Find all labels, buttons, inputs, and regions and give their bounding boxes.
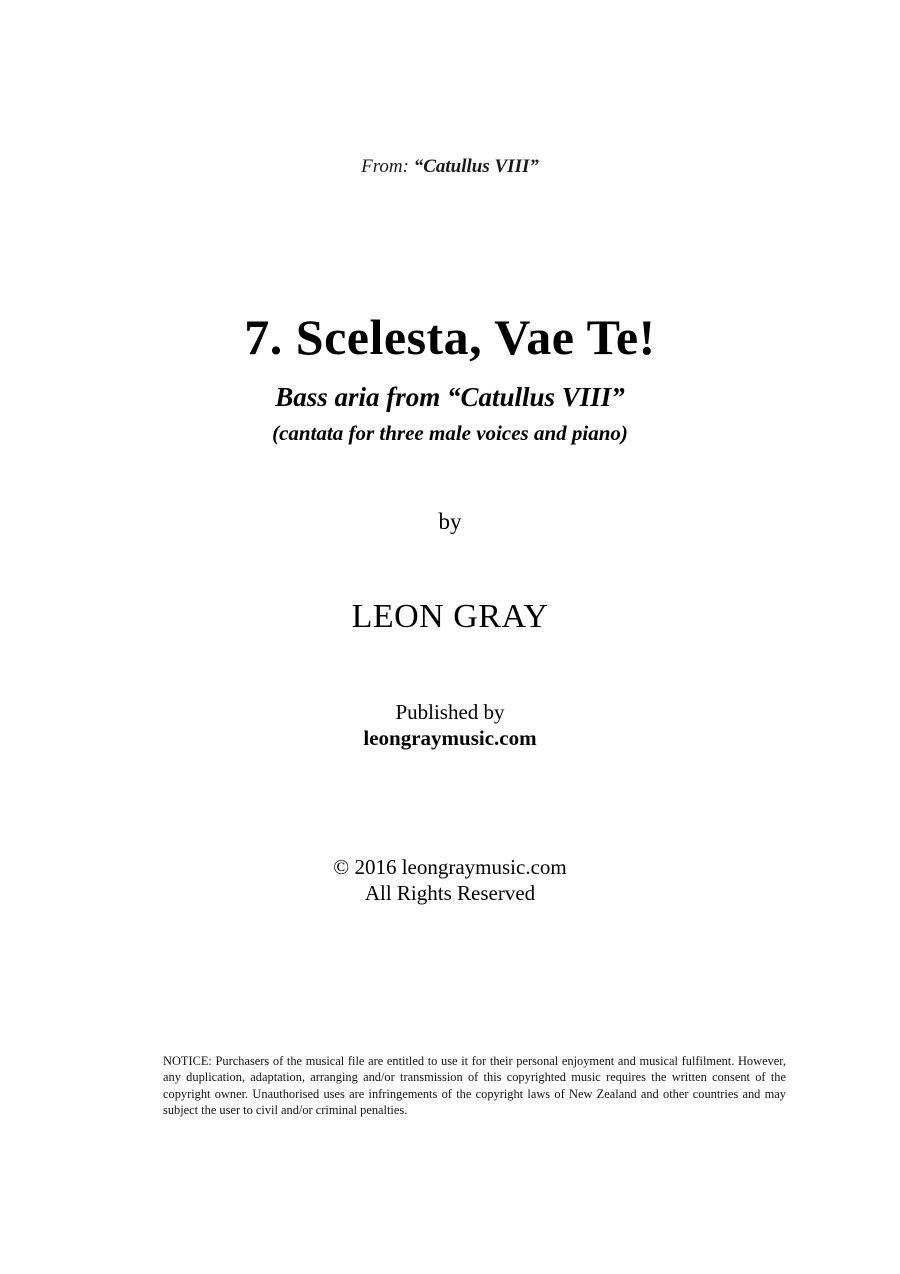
published-by-label: Published by bbox=[395, 700, 505, 724]
publisher-name: leongraymusic.com bbox=[363, 726, 537, 750]
rights-reserved-line: All Rights Reserved bbox=[364, 881, 536, 905]
copyright-line: © 2016 leongraymusic.com bbox=[333, 855, 567, 879]
copyright-notice: NOTICE: Purchasers of the musical file are entitled to use it for their personal enjoyment and musical fulfilment. However, any duplication, adaptation, arranging and/or transmission of this copyrighted music requires the written consent of the copyright owner. Unauthorised uses are infringements of the copyright laws of New Zealand and other countries and may subject the user to civil and/or criminal penalties. bbox=[163, 1054, 786, 1118]
page-title: 7. Scelesta, Vae Te! bbox=[244, 309, 656, 365]
source-work-line bbox=[0, 156, 900, 178]
subtitle-aria-description: Bass aria from “Catullus VIII” bbox=[275, 382, 625, 412]
composer-name: LEON GRAY bbox=[351, 598, 549, 635]
by-label: by bbox=[438, 509, 462, 534]
source-work-title: “Catullus VIII” bbox=[413, 156, 539, 177]
from-prefix: From: bbox=[361, 156, 414, 177]
subtitle-cantata-description: (cantata for three male voices and piano) bbox=[272, 421, 628, 445]
